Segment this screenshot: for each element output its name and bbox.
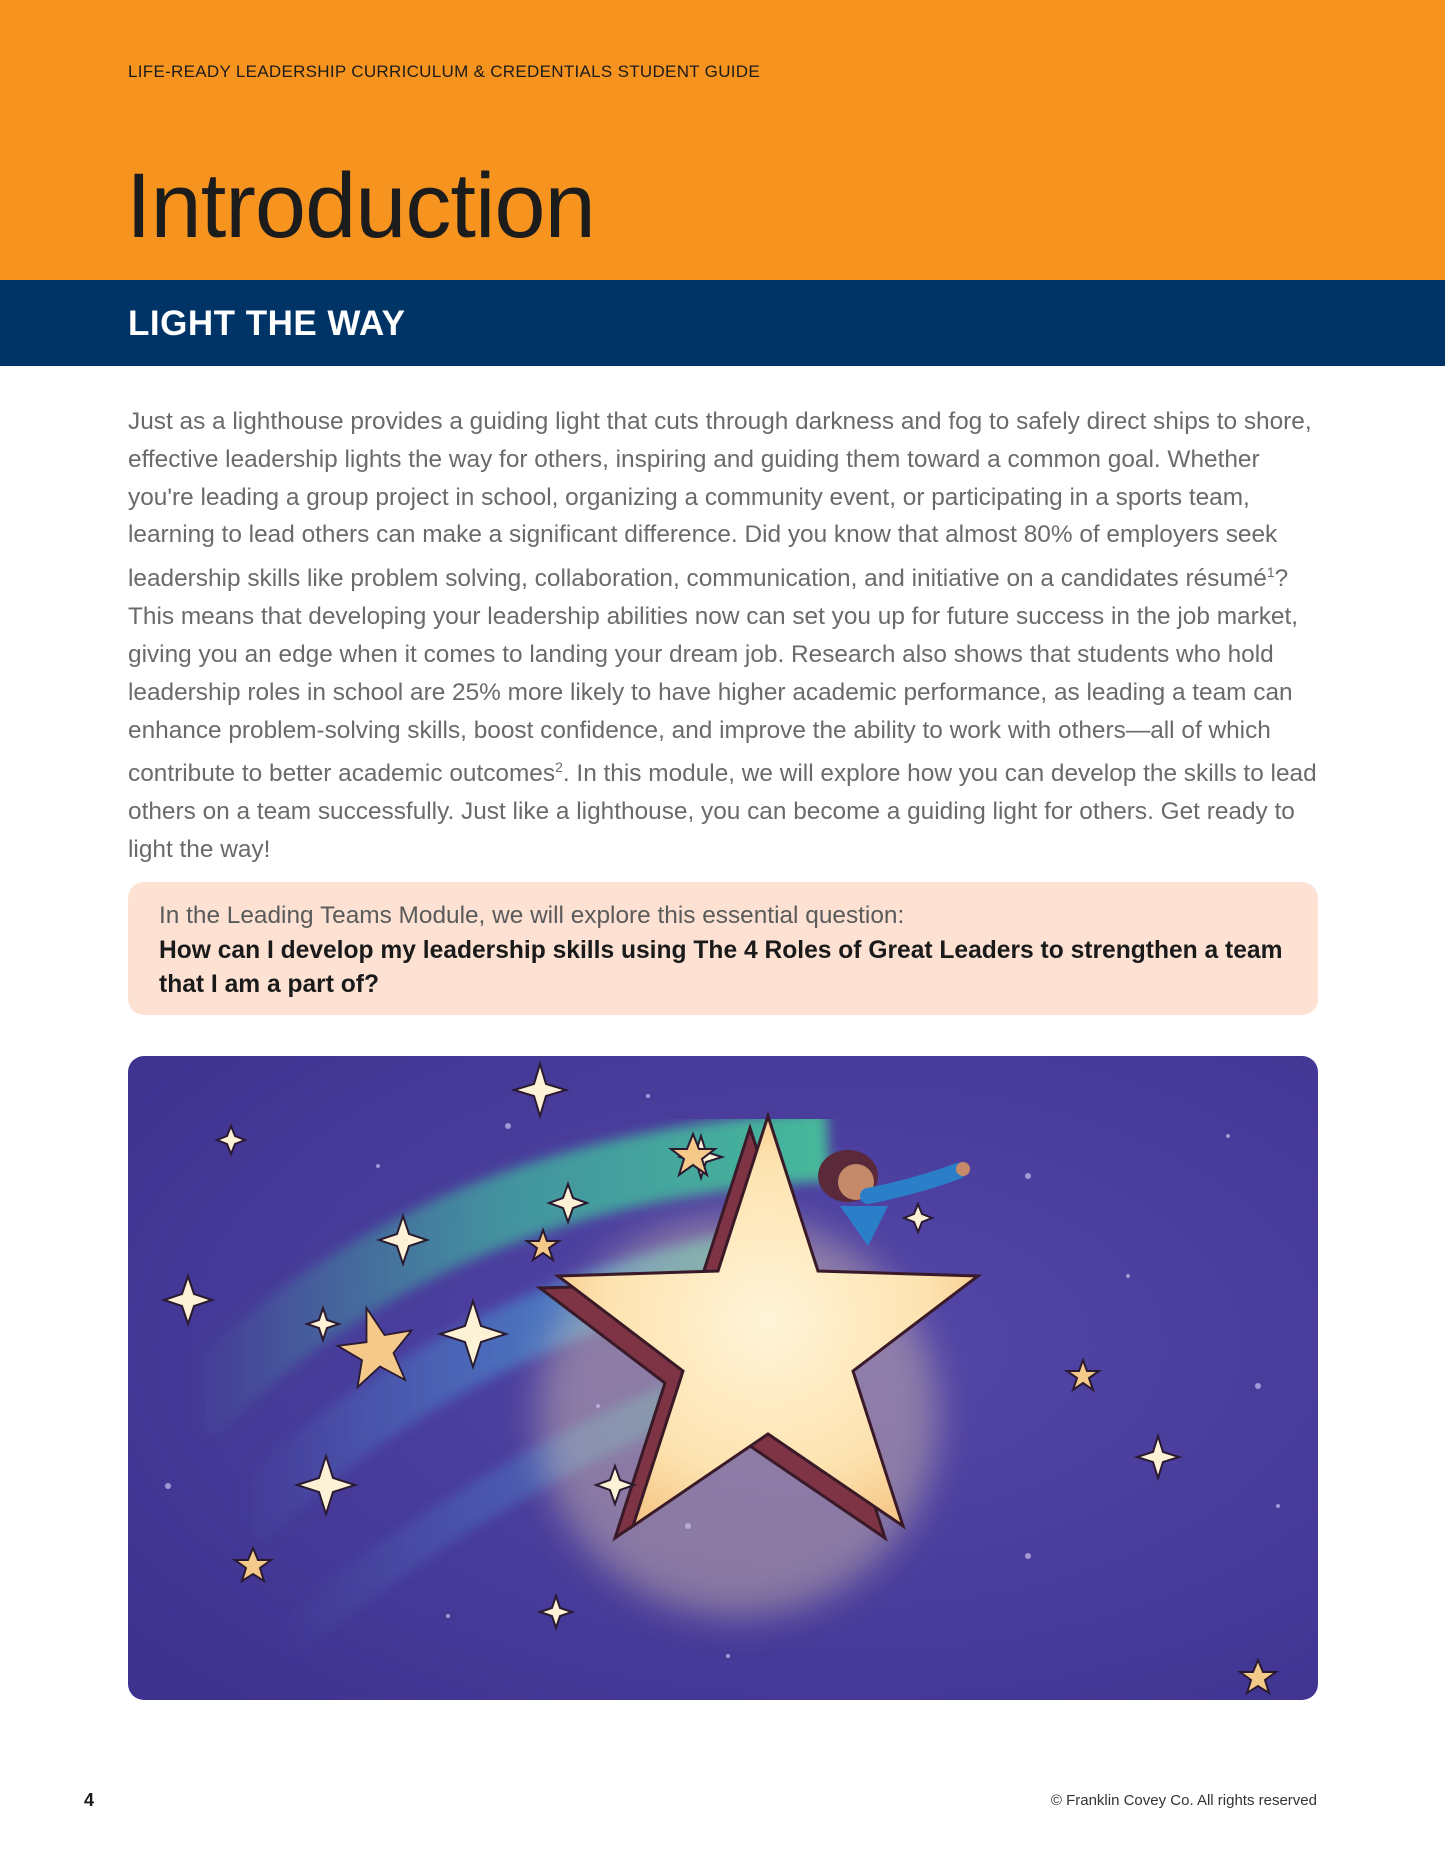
copyright-notice: © Franklin Covey Co. All rights reserved <box>1050 1792 1317 1809</box>
page-title: Introduction <box>126 155 595 257</box>
girl-hand <box>956 1162 970 1176</box>
footnote-1: 1 <box>1266 564 1275 581</box>
page-number: 4 <box>84 1790 95 1810</box>
guide-label: LIFE-READY LEADERSHIP CURRICULUM & CREDENTIALS STUDENT GUIDE <box>128 62 761 81</box>
girl-riding-star-illustration <box>128 1056 1318 1700</box>
footnote-2: 2 <box>555 759 563 776</box>
intro-paragraph <box>128 403 1323 869</box>
section-title: LIGHT THE WAY <box>128 304 406 343</box>
intro-text-part-3: . In this module, we will explore how you can develop the skills to lead others on a team successfully. Just like a lighthouse, you can become a guiding light for others. Get ready to light the way! <box>128 760 1317 864</box>
intro-text-part-2: ? This means that developing your leadership abilities now can set you up for future success in the job market, giving you an edge when it comes to landing your dream job. Research also shows that students who hold leadership roles in school are 25% more likely to have higher academic performance, as leading a team can enhance problem-solving skills, boost confidence, and improve the ability to work with others—all of which contribute to better academic outcomes <box>128 565 1299 788</box>
essential-question: How can I develop my leadership skills using The 4 Roles of Great Leaders to strengthen a team that I am a part of? <box>159 937 1283 998</box>
question-intro: In the Leading Teams Module, we will explore this essential question: <box>159 902 905 929</box>
intro-text-part-1: Just as a lighthouse provides a guiding light that cuts through darkness and fog to safely direct ships to shore, effective leadership lights the way for others, inspiring and guiding them toward a common goal. Whether you're leading a group project in school, organizing a community event, or participating in a sports team, learning to lead others can make a significant difference. Did you know that almost 80% of employers seek leadership skills like problem solving, collaboration, communication, and initiative on a candidates résumé <box>128 408 1312 593</box>
essential-question-box <box>128 882 1318 1015</box>
star-illustration-svg <box>128 1056 1318 1700</box>
